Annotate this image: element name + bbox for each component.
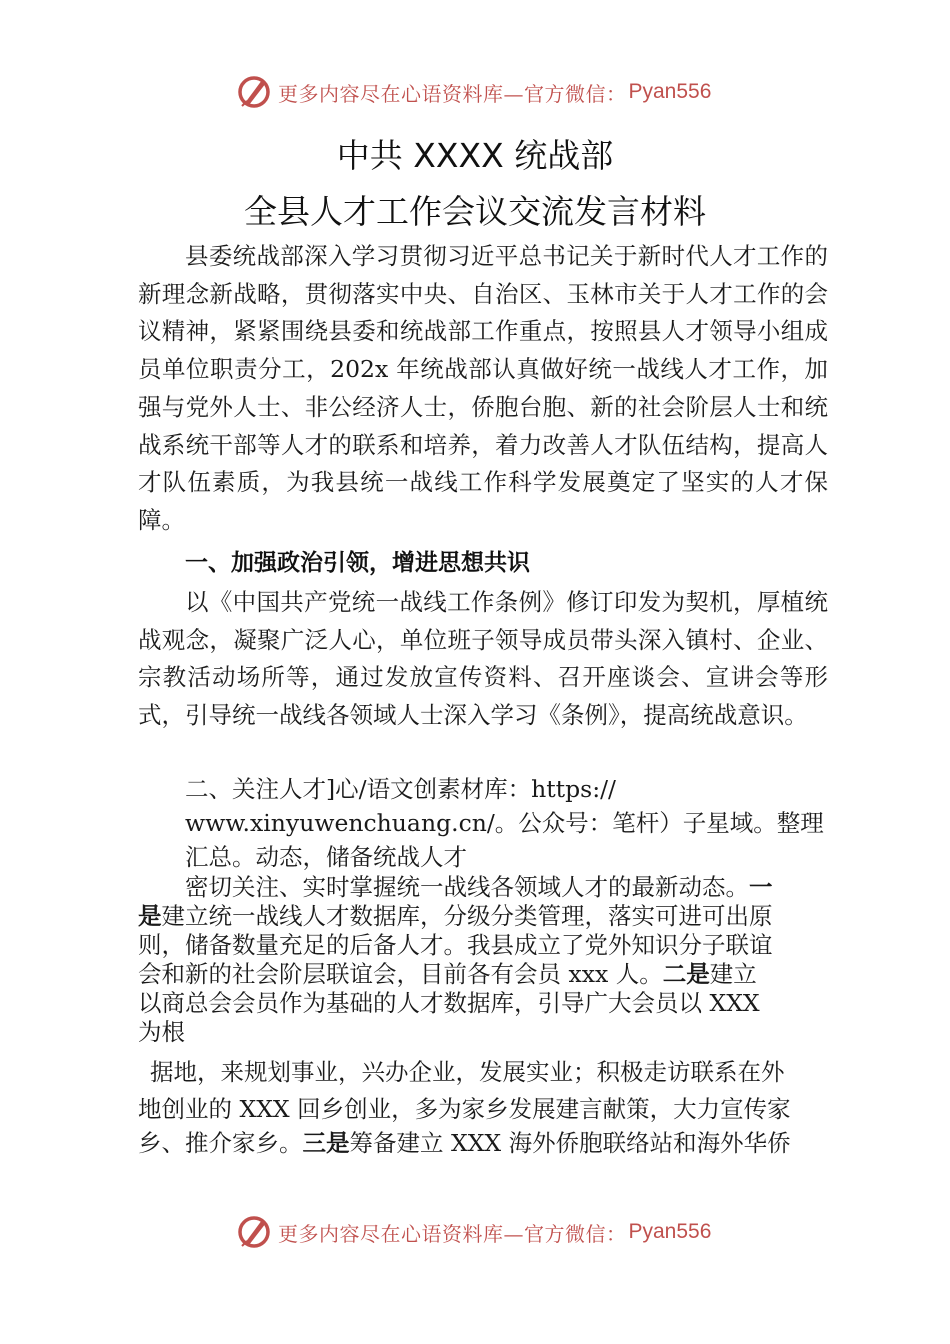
- quill-logo-icon: [236, 74, 272, 110]
- doc-title-line2: 全县人才工作会议交流发言材料: [244, 192, 706, 231]
- banner-text: 更多内容尽在心语资料库—官方微信：: [278, 1221, 627, 1246]
- header-banner: [236, 72, 711, 112]
- section2-body-line: 是建立统一战线人才数据库，分级分类管理，落实可进可出原: [138, 902, 773, 930]
- banner-text: 更多内容尽在心语资料库—官方微信：: [278, 81, 627, 106]
- section2-body-line: 以商总会会员作为基础的人才数据库，引导广大会员以 XXX: [138, 989, 760, 1017]
- section2-body-line: 乡、推介家乡。三是筹备建立 XXX 海外侨胞联络站和海外华侨: [138, 1129, 791, 1157]
- banner-wechat-id: Pyan556: [628, 1220, 712, 1243]
- section2-body-line: 密切关注、实时掌握统一战线各领域人才的最新动态。一: [185, 873, 773, 901]
- section2-heading-line: 二、关注人才]心/语文创素材库：https://: [185, 775, 616, 803]
- section2-heading-line: 汇总。动态，储备统战人才: [185, 843, 467, 871]
- quill-logo-icon: [236, 1214, 272, 1250]
- footer-banner: [236, 1212, 711, 1252]
- banner-wechat-id: Pyan556: [628, 80, 712, 103]
- section2-body-line: 据地，来规划事业，兴办企业，发展实业；积极走访联系在外: [150, 1058, 785, 1086]
- intro-paragraph: 县委统战部深入学习贯彻习近平总书记关于新时代人才工作的新理念新战略，贯彻落实中央、自治区、玉林市关于人才工作的会议精神，紧紧围绕县委和统战部工作重点，按照县人才领导小组成员单位职责分工，202x 年统战部认真做好统一战线人才工作，加强与党外人士、非公经济人士，侨胞台胞、新的社会阶层人士和统战系统干部等人才的联系和培养，着力改善人才队伍结构，提高人才队伍素质，为我县统一战线工作科学发展奠定了坚实的人才保障。: [138, 242, 828, 534]
- section2-body-line: 地创业的 XXX 回乡创业，多为家乡发展建言献策，大力宣传家: [138, 1095, 791, 1123]
- doc-title-line1: 中共 XXXX 统战部: [336, 136, 614, 175]
- section2-body-line: 为根: [138, 1018, 185, 1046]
- section2-body-line: 会和新的社会阶层联谊会，目前各有会员 xxx 人。二是建立: [138, 960, 757, 988]
- section2-body-line: 则，储备数量充足的后备人才。我县成立了党外知识分子联谊: [138, 931, 773, 959]
- section2-heading-line: www.xinyuwenchuang.cn/。公众号：笔杆）子星域。整理: [185, 809, 824, 837]
- section1-body: 以《中国共产党统一战线工作条例》修订印发为契机，厚植统战观念，凝聚广泛人心，单位班子领导成员带头深入镇村、企业、宗教活动场所等，通过发放宣传资料、召开座谈会、宣讲会等形式，引导统一战线各领域人士深入学习《条例》，提高统战意识。: [138, 588, 828, 730]
- section1-heading: 一、加强政治引领，增进思想共识: [185, 550, 530, 576]
